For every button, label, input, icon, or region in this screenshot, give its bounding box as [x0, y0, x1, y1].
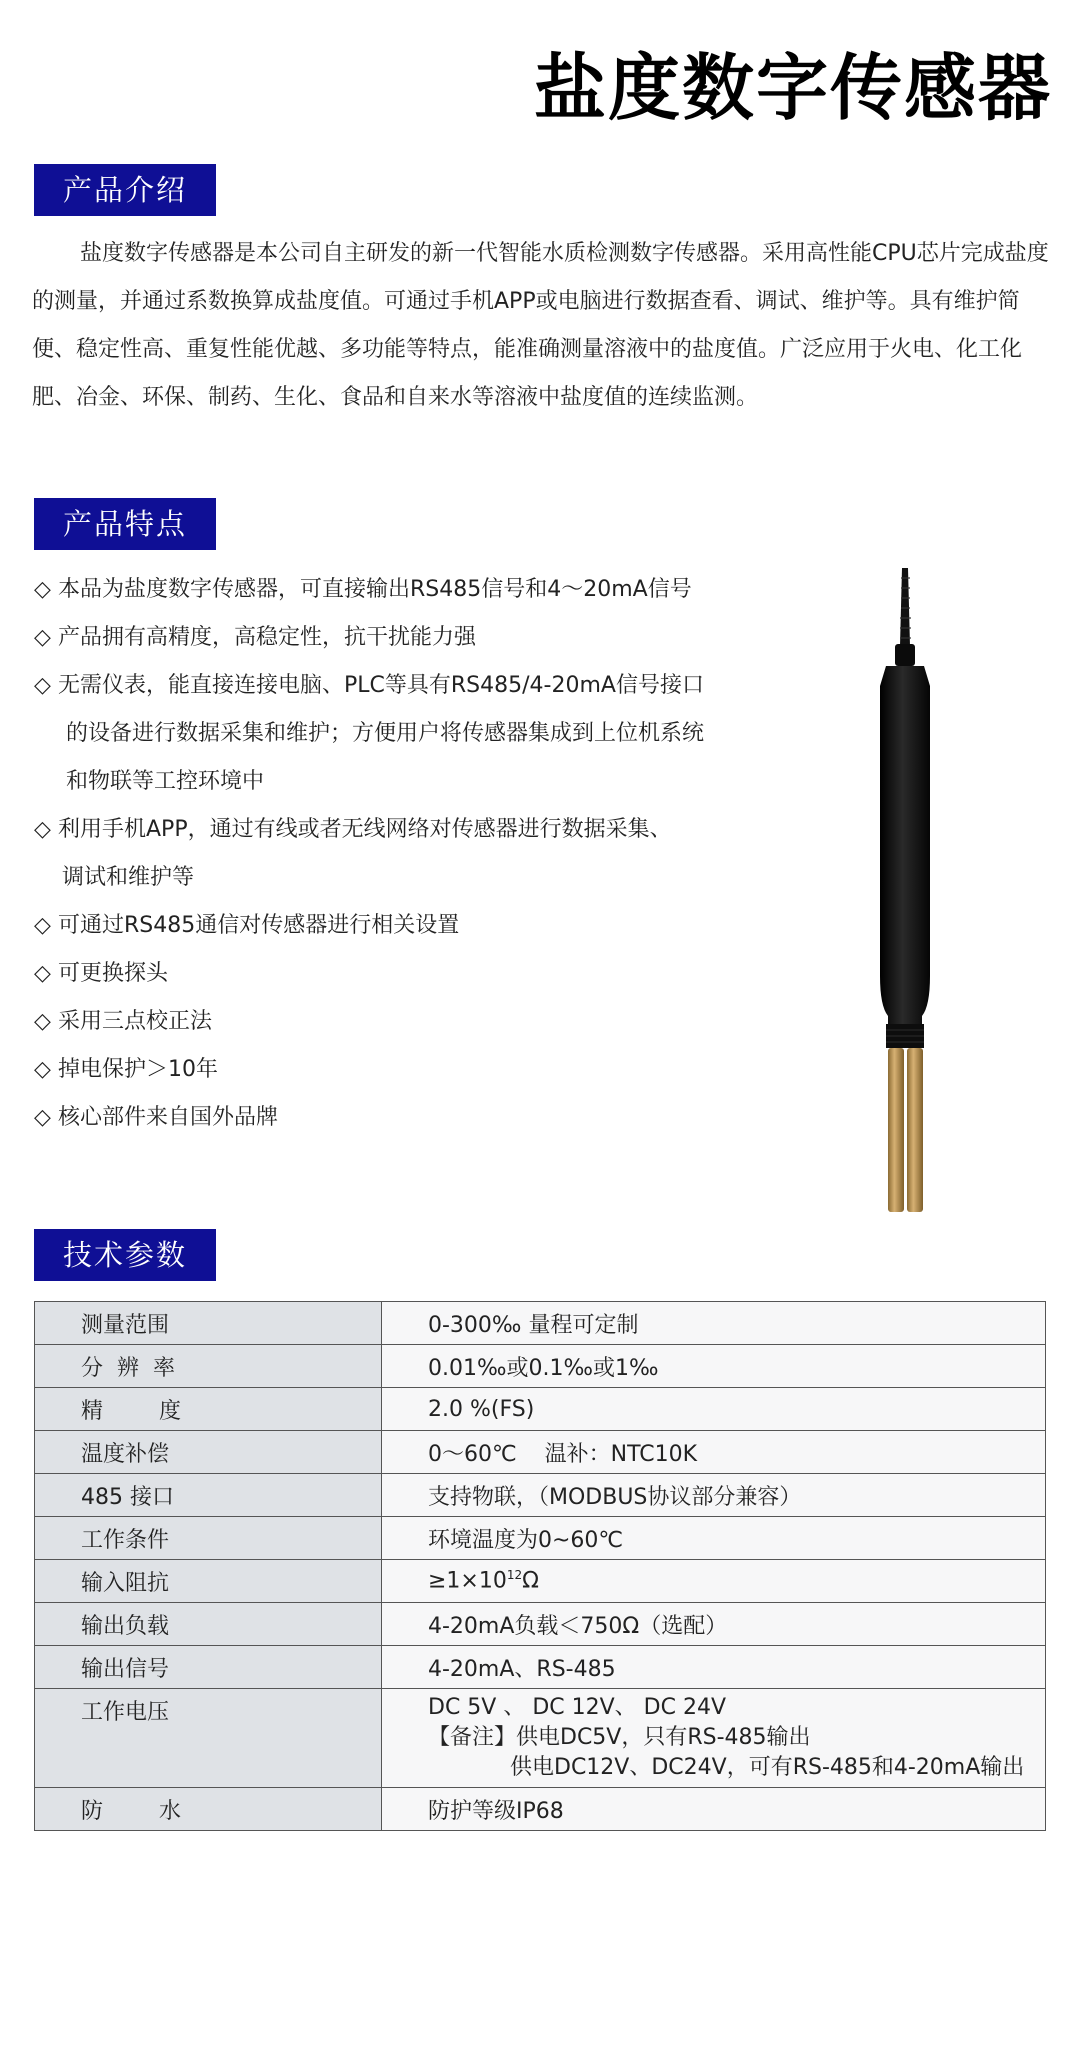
spec-value: 4-20mA负载＜750Ω（选配） [382, 1603, 1046, 1646]
feature-line: 产品拥有高精度，高稳定性，抗干扰能力强 [58, 625, 477, 650]
feature-item [34, 566, 754, 614]
table-row [35, 1603, 1046, 1646]
spec-value: 2.0 %(FS) [382, 1388, 1046, 1431]
spec-label: 测量范围 [35, 1302, 382, 1345]
diamond-outline-icon: ◇ [34, 625, 51, 650]
spec-label: 温度补偿 [35, 1431, 382, 1474]
diamond-outline-icon: ◇ [34, 1009, 51, 1034]
spec-value: 0-300‰ 量程可定制 [382, 1302, 1046, 1345]
diamond-outline-icon: ◇ [34, 961, 51, 986]
diamond-outline-icon: ◇ [34, 1105, 51, 1130]
diamond-outline-icon: ◇ [34, 817, 51, 842]
table-row [35, 1517, 1046, 1560]
section-tag-specs: 技术参数 [34, 1229, 216, 1281]
feature-line: 可更换探头 [58, 961, 169, 986]
spec-value: 支持物联，（MODBUS协议部分兼容） [382, 1474, 1046, 1517]
feature-line: 和物联等工控环境中 [66, 769, 265, 794]
feature-item [34, 1046, 754, 1094]
feature-item [34, 1094, 754, 1142]
spec-value-unit: Ω [522, 1568, 539, 1594]
spec-value-line: 【备注】供电DC5V，只有RS-485输出 [428, 1725, 811, 1750]
feature-item [34, 902, 754, 950]
spec-value [382, 1689, 1046, 1788]
spec-value-exponent: 12 [506, 1568, 523, 1583]
spec-label: 输入阻抗 [35, 1560, 382, 1603]
feature-list [34, 566, 754, 1142]
table-row [35, 1345, 1046, 1388]
diamond-outline-icon: ◇ [34, 577, 51, 602]
feature-line: 的设备进行数据采集和维护；方便用户将传感器集成到上位机系统 [66, 721, 705, 746]
feature-line: 利用手机APP，通过有线或者无线网络对传感器进行数据采集、 [58, 817, 672, 842]
spec-label: 485 接口 [35, 1474, 382, 1517]
diamond-outline-icon: ◇ [34, 1057, 51, 1082]
salinity-probe-image [870, 566, 940, 1216]
feature-line: 掉电保护＞10年 [58, 1057, 218, 1082]
feature-line: 采用三点校正法 [58, 1009, 213, 1034]
table-row [35, 1302, 1046, 1345]
spec-value-base: ≥1×10 [428, 1568, 507, 1594]
feature-item [34, 806, 754, 902]
spec-label: 工作电压 [35, 1689, 382, 1788]
spec-value: 0.01‰或0.1‰或1‰ [382, 1345, 1046, 1388]
spec-label: 输出负载 [35, 1603, 382, 1646]
spec-value-line: DC 5V 、 DC 12V、 DC 24V [428, 1695, 726, 1720]
feature-line: 本品为盐度数字传感器，可直接输出RS485信号和4～20mA信号 [58, 577, 692, 602]
spec-label: 精 度 [35, 1388, 382, 1431]
diamond-outline-icon: ◇ [34, 913, 51, 938]
table-row [35, 1474, 1046, 1517]
feature-line: 可通过RS485通信对传感器进行相关设置 [58, 913, 460, 938]
table-row [35, 1689, 1046, 1788]
feature-item [34, 614, 754, 662]
feature-item [34, 950, 754, 998]
table-row [35, 1388, 1046, 1431]
feature-item [34, 998, 754, 1046]
spec-value-line: 供电DC12V、DC24V，可有RS-485和4-20mA输出 [510, 1755, 1025, 1780]
spec-value: 0～60℃ 温补：NTC10K [382, 1431, 1046, 1474]
spec-value: 4-20mA、RS-485 [382, 1646, 1046, 1689]
spec-value: 防护等级IP68 [382, 1788, 1046, 1831]
table-row [35, 1560, 1046, 1603]
spec-value [382, 1560, 1046, 1603]
table-row [35, 1646, 1046, 1689]
intro-paragraph: 盐度数字传感器是本公司自主研发的新一代智能水质检测数字传感器。采用高性能CPU芯片完成盐度的测量，并通过系数换算成盐度值。可通过手机APP或电脑进行数据查看、调试、维护等。具有维护简便、稳定性高、重复性能优越、多功能等特点，能准确测量溶液中的盐度值。广泛应用于火电、化工化肥、冶金、环保、制药、生化、食品和自来水等溶液中盐度值的连续监测。 [32, 241, 1049, 410]
spec-table [34, 1301, 1046, 1831]
feature-line: 无需仪表，能直接连接电脑、PLC等具有RS485/4-20mA信号接口 [58, 673, 704, 698]
spec-value: 环境温度为0~60℃ [382, 1517, 1046, 1560]
feature-item [34, 662, 754, 806]
table-row [35, 1431, 1046, 1474]
feature-line: 调试和维护等 [62, 865, 195, 890]
section-tag-intro: 产品介绍 [34, 164, 216, 216]
diamond-outline-icon: ◇ [34, 673, 51, 698]
section-tag-features: 产品特点 [34, 498, 216, 550]
spec-label: 工作条件 [35, 1517, 382, 1560]
feature-line: 核心部件来自国外品牌 [58, 1105, 279, 1130]
spec-label: 防 水 [35, 1788, 382, 1831]
spec-label: 分 辨 率 [35, 1345, 382, 1388]
table-row [35, 1788, 1046, 1831]
spec-label: 输出信号 [35, 1646, 382, 1689]
page-title: 盐度数字传感器 [533, 46, 1052, 130]
